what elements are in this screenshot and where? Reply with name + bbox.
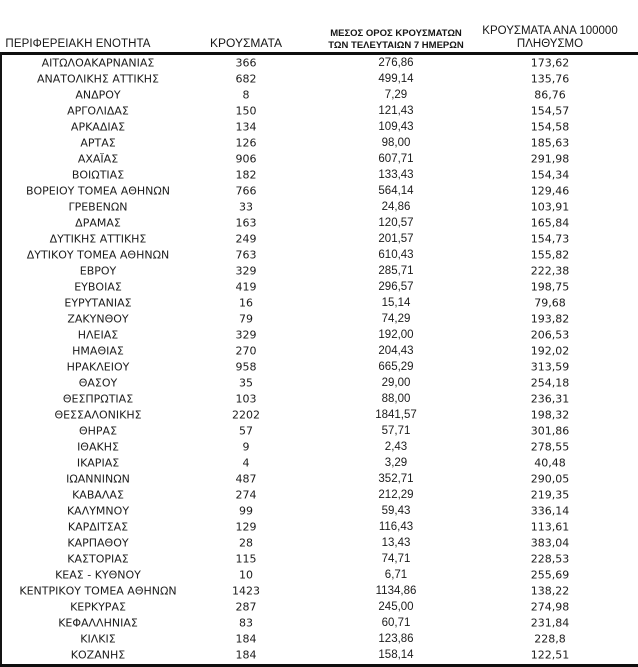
avg-7day-cell: 98,00 [381,136,411,149]
table-bottom-border [0,664,638,667]
avg-7day-cell: 15,14 [381,296,411,309]
per-100k-cell: 336,14 [530,504,570,518]
table-row [0,631,638,647]
region-cell: ΘΑΣΟΥ [78,376,118,390]
cases-cell: 126 [235,136,257,150]
region-cell: ΚΑΡΠΑΘΟΥ [67,536,129,550]
avg-7day-cell: 13,43 [381,536,411,549]
region-cell: ΗΡΑΚΛΕΙΟΥ [66,360,130,374]
table-row [0,71,638,87]
cases-cell: 184 [235,632,257,646]
per-100k-cell: 313,59 [530,360,570,374]
cases-cell: 1423 [232,584,260,598]
column-header-cases-per-100k [482,25,617,51]
cases-cell: 270 [235,344,257,358]
region-cell: ΚΕΝΤΡΙΚΟΥ ΤΟΜΕΑ ΑΘΗΝΩΝ [19,584,177,598]
column-header-7day-average-line1: ΜΕΣΟΣ ΟΡΟΣ ΚΡΟΥΣΜΑΤΩΝ [330,28,462,39]
avg-7day-cell: 29,00 [381,376,411,389]
per-100k-cell: 185,63 [530,136,570,150]
per-100k-cell: 129,46 [530,184,570,198]
avg-7day-cell: 121,43 [378,104,414,117]
region-cell: ΑΝΔΡΟΥ [75,88,121,102]
cases-cell: 287 [235,600,257,614]
cases-cell: 763 [235,248,257,262]
per-100k-cell: 198,75 [530,280,570,294]
avg-7day-cell: 245,00 [378,601,414,614]
cases-cell: 366 [235,56,257,69]
per-100k-cell: 291,98 [530,152,570,166]
avg-7day-cell: 6,71 [384,569,408,581]
per-100k-cell: 113,61 [530,520,570,534]
region-cell: ΑΡΤΑΣ [80,136,116,150]
table-row [0,503,638,519]
region-cell: ΕΥΡΥΤΑΝΙΑΣ [64,296,132,310]
table-row [0,199,638,215]
cases-cell: 274 [235,488,257,502]
table-body [0,55,638,664]
per-100k-cell: 236,31 [530,392,570,406]
table-row [0,135,638,151]
avg-7day-cell: 59,43 [381,504,411,517]
region-cell: ΙΩΑΝΝΙΝΩΝ [66,472,130,486]
table-row [0,439,638,455]
avg-7day-cell: 7,29 [384,88,408,101]
table-row [0,599,638,615]
region-cell: ΒΟΙΩΤΙΑΣ [71,168,125,182]
per-100k-cell: 79,68 [534,296,566,310]
cases-cell: 129 [235,520,257,534]
per-100k-cell: 40,48 [534,456,566,470]
column-header-cases-per-100k-line1: ΚΡΟΥΣΜΑΤΑ ΑΝΑ 100000 [482,25,618,37]
region-cell: ΗΜΑΘΙΑΣ [72,344,124,358]
region-cell: ΚΑΡΔΙΤΣΑΣ [67,520,129,534]
table-row [0,263,638,279]
per-100k-cell: 278,55 [530,440,570,454]
cases-cell: 99 [239,504,253,518]
avg-7day-cell: 133,43 [378,168,414,181]
cases-cell: 2202 [232,408,260,422]
table-row [0,615,638,631]
region-cell: ΚΕΡΚΥΡΑΣ [70,600,126,614]
table-row [0,359,638,375]
per-100k-cell: 192,02 [530,344,570,358]
avg-7day-cell: 192,00 [378,328,414,341]
per-100k-cell: 290,05 [530,472,570,486]
avg-7day-cell: 296,57 [378,280,414,293]
cases-cell: 419 [235,280,257,294]
avg-7day-cell: 57,71 [381,424,411,437]
table-row [0,567,638,583]
per-100k-cell: 198,32 [530,408,570,422]
column-header-cases: ΚΡΟΥΣΜΑΤΑ [210,36,282,50]
per-100k-cell: 135,76 [530,72,570,86]
column-header-7day-average [328,28,463,51]
region-cell: ΘΗΡΑΣ [78,424,118,438]
per-100k-cell: 103,91 [530,200,570,214]
avg-7day-cell: 352,71 [378,472,414,485]
per-100k-cell: 154,58 [530,120,570,134]
table-row [0,455,638,471]
cases-cell: 906 [235,152,257,166]
table-row [0,151,638,167]
region-cell: ΘΕΣΠΡΩΤΙΑΣ [62,392,134,406]
table-row [0,215,638,231]
region-cell: ΔΥΤΙΚΟΥ ΤΟΜΕΑ ΑΘΗΝΩΝ [26,248,170,262]
cases-cell: 958 [235,360,257,374]
region-cell: ΔΥΤΙΚΗΣ ΑΤΤΙΚΗΣ [49,232,147,246]
region-cell: ΚΑΛΥΜΝΟΥ [66,504,130,518]
table-row [0,535,638,551]
region-cell: ΑΙΤΩΛΟΑΚΑΡΝΑΝΙΑΣ [41,56,155,69]
per-100k-cell: 255,69 [530,568,570,582]
region-cell: ΑΡΚΑΔΙΑΣ [70,120,126,134]
column-header-regional-unit: ΠΕΡΙΦΕΡΕΙΑΚΗ ΕΝΟΤΗΤΑ [5,38,151,50]
cases-cell: 4 [242,456,250,470]
per-100k-cell: 193,82 [530,312,570,326]
cases-cell: 766 [235,184,257,198]
avg-7day-cell: 88,00 [381,392,411,405]
avg-7day-cell: 276,86 [378,56,414,69]
avg-7day-cell: 1134,86 [375,585,417,598]
region-cell: ΚΙΛΚΙΣ [80,632,116,646]
avg-7day-cell: 60,71 [381,617,411,630]
table-row [0,295,638,311]
avg-7day-cell: 3,29 [384,456,408,469]
region-cell: ΓΡΕΒΕΝΩΝ [68,200,128,214]
table-row [0,647,638,663]
cases-cell: 10 [239,568,253,582]
table-row [0,423,638,439]
region-cell: ΒΟΡΕΙΟΥ ΤΟΜΕΑ ΑΘΗΝΩΝ [25,184,171,198]
avg-7day-cell: 285,71 [378,264,414,277]
per-100k-cell: 301,86 [530,424,570,438]
table-header-row [0,0,638,52]
region-cell: ΙΚΑΡΙΑΣ [76,456,120,470]
avg-7day-cell: 2,43 [384,440,408,453]
cases-cell: 9 [242,440,250,454]
per-100k-cell: 154,73 [530,232,570,246]
avg-7day-cell: 158,14 [378,649,414,662]
avg-7day-cell: 564,14 [378,184,414,197]
region-cell: ΔΡΑΜΑΣ [75,216,121,230]
cases-cell: 35 [239,376,253,390]
avg-7day-cell: 1841,57 [375,408,417,421]
region-cell: ΖΑΚΥΝΘΟΥ [67,312,129,326]
avg-7day-cell: 74,71 [381,552,411,565]
per-100k-cell: 86,76 [534,88,566,102]
cases-cell: 16 [239,296,253,310]
cases-cell: 134 [235,120,257,134]
region-cell: ΕΒΡΟΥ [79,264,117,278]
avg-7day-cell: 204,43 [378,344,414,357]
avg-7day-cell: 610,43 [378,248,414,261]
per-100k-cell: 231,84 [530,616,570,630]
table-row [0,343,638,359]
cases-cell: 249 [235,232,257,246]
cases-cell: 163 [235,216,257,230]
cases-cell: 115 [235,552,257,566]
per-100k-cell: 138,22 [530,584,570,598]
cases-cell: 150 [235,104,257,118]
region-cell: ΑΡΓΟΛΙΔΑΣ [67,104,129,118]
cases-cell: 103 [235,392,257,406]
region-cell: ΑΝΑΤΟΛΙΚΗΣ ΑΤΤΙΚΗΣ [37,72,159,86]
region-cell: ΘΕΣΣΑΛΟΝΙΚΗΣ [54,408,142,422]
table-row [0,327,638,343]
table-row [0,103,638,119]
table-row [0,391,638,407]
per-100k-cell: 206,53 [530,328,570,342]
avg-7day-cell: 116,43 [378,520,414,533]
avg-7day-cell: 74,29 [381,312,411,325]
region-cell: ΙΘΑΚΗΣ [77,440,119,454]
table-row [0,247,638,263]
avg-7day-cell: 123,86 [378,633,414,646]
cases-cell: 184 [235,648,257,662]
table-row [0,407,638,423]
per-100k-cell: 254,18 [530,376,570,390]
avg-7day-cell: 120,57 [378,216,414,229]
region-cell: ΕΥΒΟΙΑΣ [74,280,122,294]
column-header-cases-per-100k-line2: ΠΛΗΘΥΣΜΟ [516,38,584,50]
cases-cell: 487 [235,472,257,486]
table-row [0,519,638,535]
cases-cell: 79 [239,312,253,326]
table-row [0,167,638,183]
cases-cell: 28 [239,536,253,550]
region-cell: ΚΑΣΤΟΡΙΑΣ [67,552,129,566]
table-row [0,119,638,135]
per-100k-cell: 155,82 [530,248,570,262]
region-cell: ΚΑΒΑΛΑΣ [72,488,124,502]
table-row [0,231,638,247]
avg-7day-cell: 665,29 [378,360,414,373]
column-header-7day-average-line2: ΤΩΝ ΤΕΛΕΥΤΑΙΩΝ 7 ΗΜΕΡΩΝ [328,39,464,51]
table-row [0,55,638,71]
cases-cell: 329 [235,264,257,278]
cases-cell: 8 [242,88,250,102]
cases-cell: 329 [235,328,257,342]
table-row [0,183,638,199]
per-100k-cell: 165,84 [530,216,570,230]
per-100k-cell: 274,98 [530,600,570,614]
region-cell: ΑΧΑΪΑΣ [77,152,119,166]
avg-7day-cell: 201,57 [378,232,414,245]
avg-7day-cell: 109,43 [378,120,414,133]
table-row [0,487,638,503]
avg-7day-cell: 499,14 [378,72,414,85]
per-100k-cell: 222,38 [530,264,570,278]
per-100k-cell: 173,62 [530,56,570,69]
per-100k-cell: 228,53 [530,552,570,566]
table-row [0,551,638,567]
table-row [0,279,638,295]
region-cell: ΚΟΖΑΝΗΣ [70,648,126,662]
table-row [0,87,638,103]
region-cell: ΚΕΦΑΛΛΗΝΙΑΣ [58,616,138,630]
table-row [0,471,638,487]
table-row [0,311,638,327]
table-row [0,375,638,391]
cases-cell: 83 [239,616,253,630]
avg-7day-cell: 607,71 [378,152,414,165]
per-100k-cell: 219,35 [530,488,570,502]
table-row [0,583,638,599]
avg-7day-cell: 212,29 [378,488,414,501]
cases-cell: 33 [239,200,253,214]
cases-cell: 57 [239,424,253,438]
region-cell: ΚΕΑΣ - ΚΥΘΝΟΥ [55,568,141,582]
cases-cell: 682 [235,72,257,86]
per-100k-cell: 154,34 [530,168,570,182]
per-100k-cell: 383,04 [530,536,570,550]
avg-7day-cell: 24,86 [381,200,411,213]
region-cell: ΗΛΕΙΑΣ [77,328,119,342]
per-100k-cell: 154,57 [530,104,570,118]
per-100k-cell: 228,8 [534,632,566,646]
cases-cell: 182 [235,168,257,182]
per-100k-cell: 122,51 [530,648,570,662]
